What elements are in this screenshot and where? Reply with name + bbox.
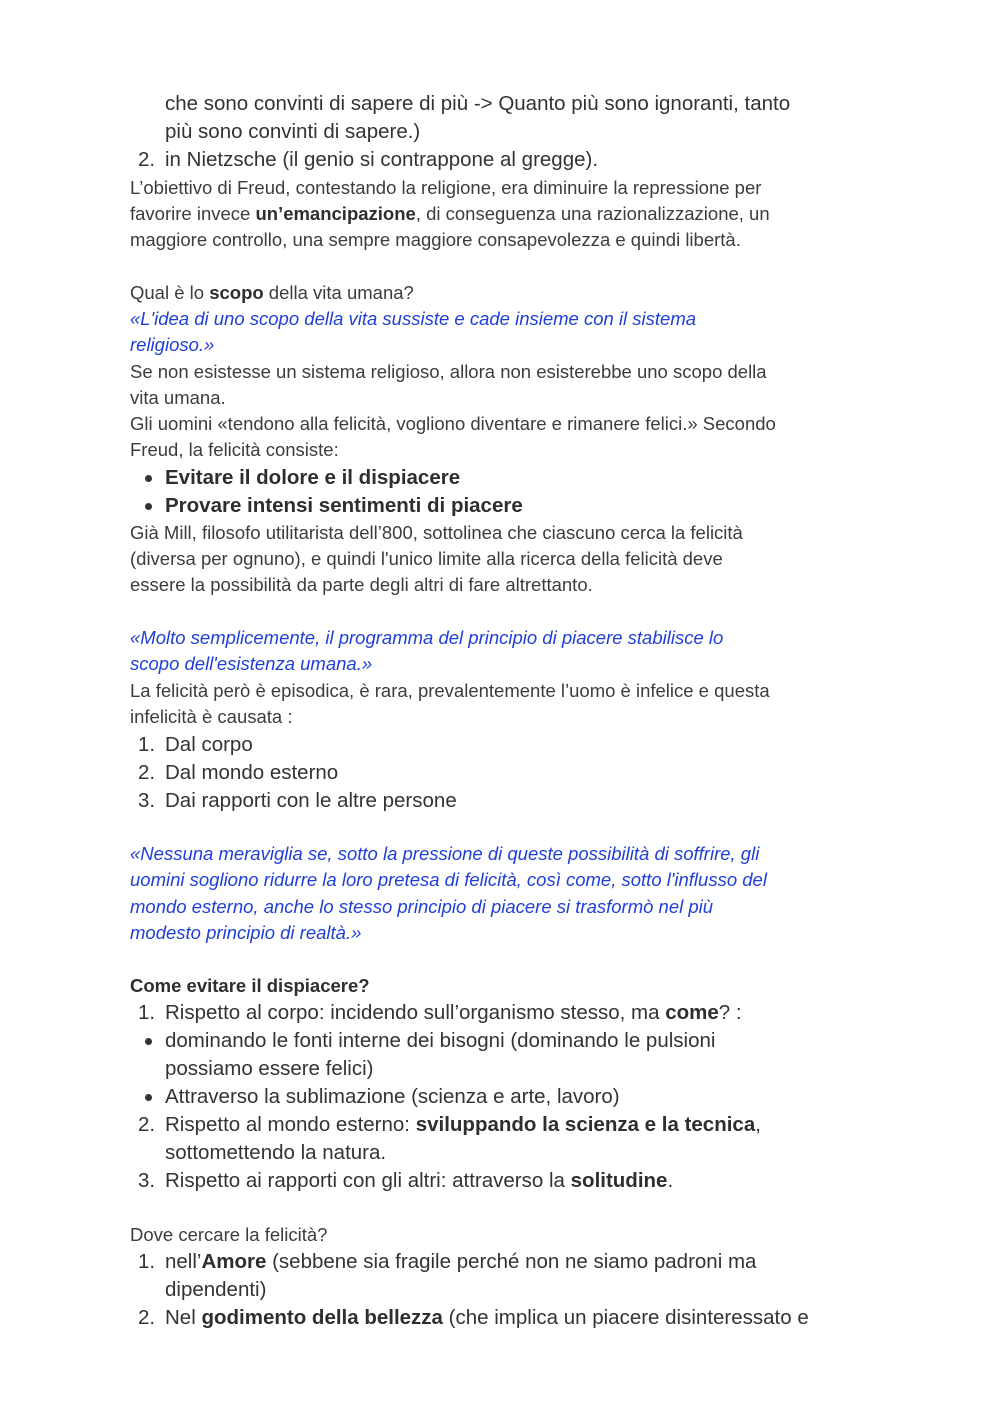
bullet-icon — [145, 503, 152, 510]
list-item-text — [165, 1304, 809, 1332]
bold-text: come — [665, 1001, 719, 1024]
list-continuation-line: che sono convinti di sapere di più -> Quanto più sono ignoranti, tanto — [165, 92, 791, 115]
paragraph-line — [130, 201, 770, 227]
paragraph-line: essere la possibilità da parte degli altri di fare altrettanto. — [130, 574, 593, 595]
question-line — [130, 280, 414, 306]
bullet-item: Evitare il dolore e il dispiacere — [165, 466, 461, 489]
bullet-icon — [145, 1094, 152, 1101]
list-number: 3. — [138, 1169, 156, 1192]
text-run: . — [667, 1169, 674, 1192]
paragraph-line: Già Mill, filosofo utilitarista dell’800, sottolinea che ciascuno cerca la felicità — [130, 522, 743, 543]
list-item-text: Dal corpo — [165, 733, 253, 756]
text-run: Nel — [165, 1306, 202, 1329]
paragraph-line: Se non esistesse un sistema religioso, allora non esisterebbe uno scopo della — [130, 361, 767, 382]
list-continuation-line: più sono convinti di sapere.) — [165, 120, 421, 143]
quote-line: «Molto semplicemente, il programma del principio di piacere stabilisce lo — [130, 627, 724, 648]
bold-text: Amore — [201, 1250, 267, 1273]
list-item-text — [165, 1111, 761, 1139]
text-run: , — [755, 1113, 761, 1136]
list-item-text: Dai rapporti con le altre persone — [165, 789, 457, 812]
list-number: 3. — [138, 789, 156, 812]
bullet-item: Attraverso la sublimazione (scienza e arte, lavoro) — [165, 1085, 620, 1108]
list-number: 1. — [138, 733, 156, 756]
quote-line: «L'idea di uno scopo della vita sussiste e cade insieme con il sistema — [130, 308, 697, 329]
list-item-text — [165, 1167, 673, 1195]
list-number: 1. — [138, 1001, 156, 1024]
quote-line: modesto principio di realtà.» — [130, 922, 362, 943]
quote-line: religioso.» — [130, 334, 215, 355]
text-run: , di conseguenza una razionalizzazione, un — [415, 203, 770, 224]
quote-line: uomini sogliono ridurre la loro pretesa di felicità, così come, sotto l'influsso del — [130, 869, 767, 890]
paragraph-line: Freud, la felicità consiste: — [130, 439, 339, 460]
quote-line: scopo dell'esistenza umana.» — [130, 653, 373, 674]
bullet-item: Provare intensi sentimenti di piacere — [165, 494, 523, 517]
bullet-icon — [145, 1038, 152, 1045]
bold-text: sviluppando la scienza e la tecnica — [415, 1113, 756, 1136]
paragraph-line: vita umana. — [130, 387, 226, 408]
paragraph-line: infelicità è causata : — [130, 706, 293, 727]
list-number: 2. — [138, 148, 156, 171]
text-run: nell’ — [165, 1250, 202, 1273]
list-item-text — [165, 1248, 756, 1276]
text-run: Rispetto ai rapporti con gli altri: attraverso la — [165, 1169, 571, 1192]
bold-text: godimento della bellezza — [201, 1306, 443, 1329]
list-item-text: Dal mondo esterno — [165, 761, 339, 784]
paragraph-line: (diversa per ognuno), e quindi l'unico limite alla ricerca della felicità deve — [130, 548, 723, 569]
text-run: (che implica un piacere disinteressato e — [442, 1306, 809, 1329]
bold-text: un’emancipazione — [255, 203, 416, 224]
paragraph-line: L’obiettivo di Freud, contestando la religione, era diminuire la repressione per — [130, 177, 762, 198]
list-item-continuation: dipendenti) — [165, 1278, 267, 1301]
quote-line: «Nessuna meraviglia se, sotto la pressione di queste possibilità di soffrire, gli — [130, 843, 760, 864]
bold-text: solitudine — [570, 1169, 668, 1192]
quote-line: mondo esterno, anche lo stesso principio di piacere si trasformò nel più — [130, 896, 714, 917]
paragraph-line: La felicità però è episodica, è rara, prevalentemente l’uomo è infelice e questa — [130, 680, 770, 701]
section-heading: Come evitare il dispiacere? — [130, 975, 370, 996]
text-run: ? : — [718, 1001, 742, 1024]
paragraph-line: maggiore controllo, una sempre maggiore consapevolezza e quindi libertà. — [130, 229, 741, 250]
list-number: 1. — [138, 1250, 156, 1273]
list-number: 2. — [138, 761, 156, 784]
text-run: Rispetto al corpo: incidendo sull’organismo stesso, ma — [165, 1001, 666, 1024]
list-item-text: in Nietzsche (il genio si contrappone al gregge). — [165, 148, 599, 171]
bold-text: scopo — [209, 282, 264, 303]
text-run: favorire invece — [130, 203, 256, 224]
list-number: 2. — [138, 1306, 156, 1329]
text-run: (sebbene sia fragile perché non ne siamo padroni ma — [266, 1250, 757, 1273]
bullet-item-continuation: possiamo essere felici) — [165, 1057, 374, 1080]
text-run: della vita umana? — [263, 282, 414, 303]
list-item-continuation: sottomettendo la natura. — [165, 1141, 387, 1164]
text-run: Rispetto al mondo esterno: — [165, 1113, 416, 1136]
text-run: Qual è lo — [130, 282, 210, 303]
bullet-item: dominando le fonti interne dei bisogni (dominando le pulsioni — [165, 1029, 716, 1052]
list-item-text — [165, 999, 742, 1027]
section-heading: Dove cercare la felicità? — [130, 1224, 328, 1245]
list-number: 2. — [138, 1113, 156, 1136]
paragraph-line: Gli uomini «tendono alla felicità, vogliono diventare e rimanere felici.» Secondo — [130, 413, 776, 434]
bullet-icon — [145, 475, 152, 482]
